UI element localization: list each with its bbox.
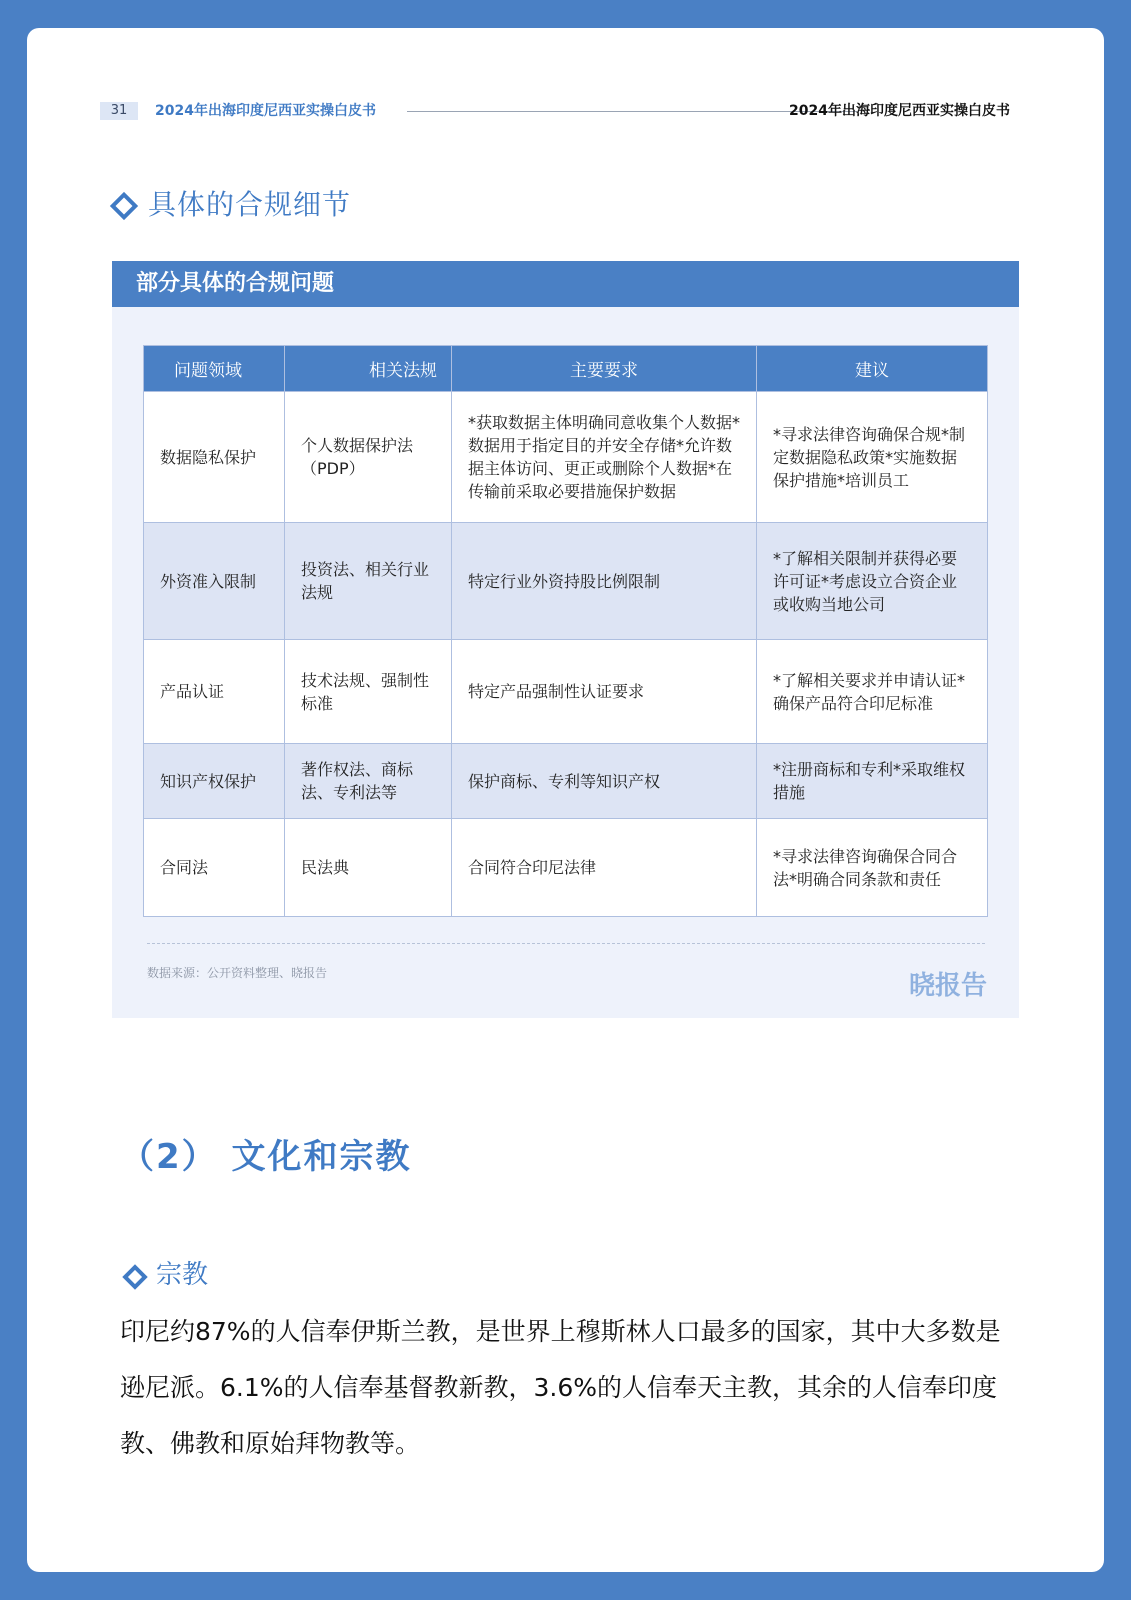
- table-header-row: [144, 346, 988, 392]
- table-cell: *获取数据主体明确同意收集个人数据*数据用于指定目的并安全存储*允许数据主体访问、更正或删除个人数据*在传输前采取必要措施保护数据: [452, 392, 757, 523]
- table-cell: 投资法、相关行业法规: [285, 523, 452, 640]
- column-header: 建议: [757, 346, 988, 392]
- card-title: 部分具体的合规问题: [136, 271, 335, 296]
- table-cell: 保护商标、专利等知识产权: [452, 744, 757, 819]
- table-cell: 合同符合印尼法律: [452, 819, 757, 917]
- table-cell: *了解相关要求并申请认证*确保产品符合印尼标准: [757, 640, 988, 744]
- column-header: 主要要求: [452, 346, 757, 392]
- page-header: [100, 102, 1010, 122]
- table-cell: 技术法规、强制性标准: [285, 640, 452, 744]
- table-row: [144, 819, 988, 917]
- table-cell: 特定行业外资持股比例限制: [452, 523, 757, 640]
- column-header: 问题领域: [144, 346, 285, 392]
- table-cell: 个人数据保护法（PDP）: [285, 392, 452, 523]
- card-header: [112, 261, 1019, 307]
- religion-paragraph: 印尼约87%的人信奉伊斯兰教，是世界上穆斯林人口最多的国家，其中大多数是逊尼派。6.1%的人信奉基督教新教，3.6%的人信奉天主教，其余的人信奉印度教、佛教和原始拜物教等。: [120, 1317, 1001, 1458]
- header-left-title: 2024年出海印度尼西亚实操白皮书: [155, 103, 376, 119]
- table-row: [144, 523, 988, 640]
- table-cell: 著作权法、商标法、专利法等: [285, 744, 452, 819]
- page-number: 31: [100, 102, 138, 120]
- header-right-title: 2024年出海印度尼西亚实操白皮书: [789, 103, 1010, 119]
- table-cell: 数据隐私保护: [144, 392, 285, 523]
- table-cell: 合同法: [144, 819, 285, 917]
- dashed-divider: [147, 943, 985, 944]
- table-cell: 知识产权保护: [144, 744, 285, 819]
- table-row: [144, 744, 988, 819]
- table-cell: 民法典: [285, 819, 452, 917]
- section-title-culture-religion: （2） 文化和宗教: [120, 1137, 412, 1177]
- table-cell: 特定产品强制性认证要求: [452, 640, 757, 744]
- table-cell: *寻求法律咨询确保合规*制定数据隐私政策*实施数据保护措施*培训员工: [757, 392, 988, 523]
- column-header: 相关法规: [285, 346, 452, 392]
- table-cell: *了解相关限制并获得必要许可证*考虑设立合资企业或收购当地公司: [757, 523, 988, 640]
- table-cell: *注册商标和专利*采取维权措施: [757, 744, 988, 819]
- table-row: [144, 640, 988, 744]
- compliance-card: [112, 261, 1019, 1018]
- table-cell: 外资准入限制: [144, 523, 285, 640]
- table-cell: 产品认证: [144, 640, 285, 744]
- compliance-table: [143, 345, 988, 917]
- table-cell: *寻求法律咨询确保合同合法*明确合同条款和责任: [757, 819, 988, 917]
- section-title-compliance: 具体的合规细节: [148, 188, 352, 221]
- data-source-note: 数据来源：公开资料整理、晓报告: [147, 966, 328, 980]
- xiaobaogao-logo: 晓报告: [908, 971, 987, 1001]
- table-row: [144, 392, 988, 523]
- section-title-religion: 宗教: [156, 1260, 209, 1290]
